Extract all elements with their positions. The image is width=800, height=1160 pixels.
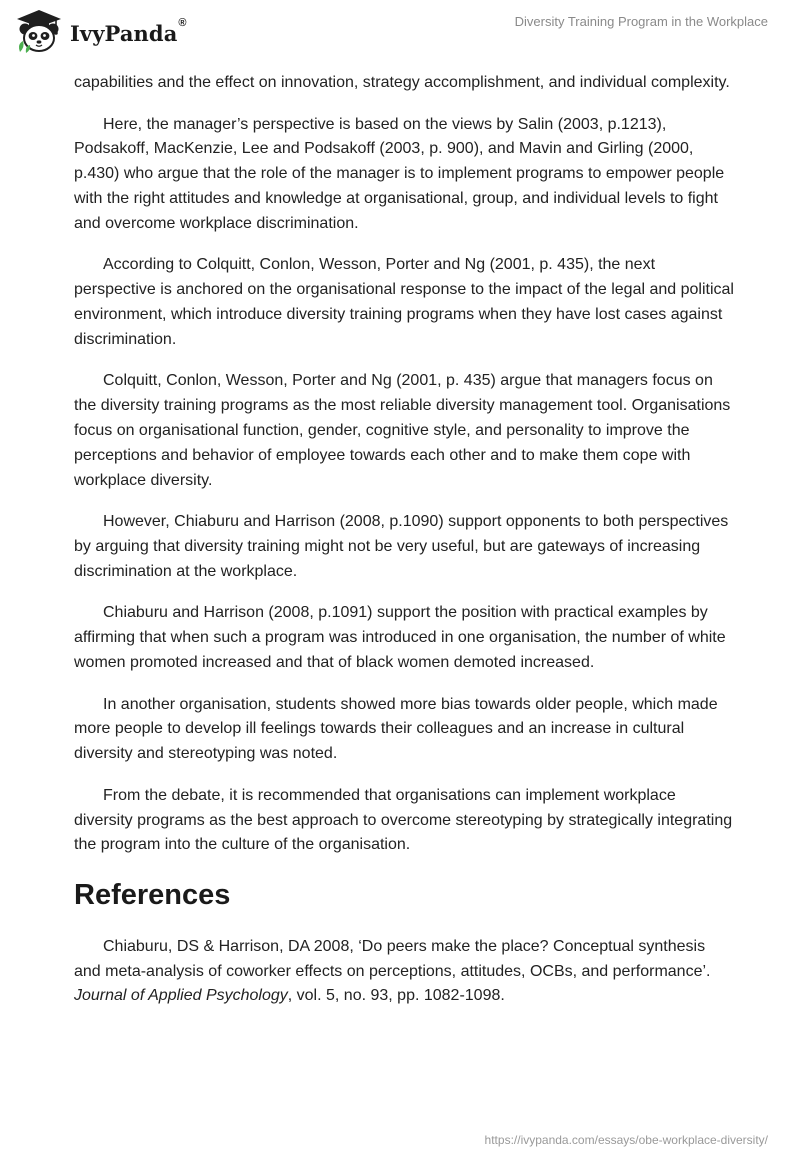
paragraph: capabilities and the effect on innovation, strategy accomplishment, and individual complexity. xyxy=(74,74,730,91)
paragraph: Here, the manager’s perspective is based on the views by Salin (2003, p.1213), Podsakoff, MacKenzie, Lee and Podsakoff (2003, p. 900), and Mavin and Girling (2000, p.430) who argue that the role of the manager is to implement programs to empower people with the right attitudes and knowledge at organisational, group, and individual levels to fight and overcome workplace discrimination. xyxy=(74,115,725,232)
paragraph: Colquitt, Conlon, Wesson, Porter and Ng (2001, p. 435) argue that managers focus on the diversity training programs as the most reliable diversity management tool. Organisations focus on organisational function, gender, cognitive style, and personality to improve the perceptions and behavior of employee towards each other and to make them cope with workplace diversity. xyxy=(74,372,731,489)
paragraph: In another organisation, students showed more bias towards older people, which made more people to develop ill feelings towards their colleagues and an increase in cultural diversity and stereotyping was noted. xyxy=(74,695,718,763)
source-url[interactable]: https://ivypanda.com/essays/obe-workplace-diversity/ xyxy=(484,1133,768,1147)
paragraph: However, Chiaburu and Harrison (2008, p.1090) support opponents to both perspectives by arguing that diversity training might not be very useful, but are gateways of increasing discrimination at the workplace. xyxy=(74,513,729,580)
reference-details: , vol. 5, no. 93, pp. 1082-1098. xyxy=(287,987,505,1005)
references-heading: References xyxy=(74,878,231,911)
paragraph: From the debate, it is recommended that organisations can implement workplace diversity programs as the best approach to overcome stereotyping by strategically integrating the program into the culture of the organisation. xyxy=(74,786,733,854)
document-title: Diversity Training Program in the Workplace xyxy=(514,14,768,29)
registered-mark: ® xyxy=(178,16,187,29)
brand-name: IvyPanda® xyxy=(70,16,187,46)
brand-logo[interactable] xyxy=(14,8,187,54)
page-header xyxy=(0,0,800,60)
reference-text: Chiaburu, DS & Harrison, DA 2008, ‘Do peers make the place? Conceptual synthesis and meta-analysis of coworker effects on perceptions, attitudes, OCBs, and performance’. xyxy=(74,937,711,980)
reference-entry xyxy=(74,935,734,1009)
paragraph: Chiaburu and Harrison (2008, p.1091) support the position with practical examples by affirming that when such a program was introduced in one organisation, the number of white women promoted increased and that of black women demoted increased. xyxy=(74,604,726,671)
essay-body xyxy=(74,71,734,1026)
panda-logo-icon xyxy=(14,8,64,54)
reference-journal: Journal of Applied Psychology xyxy=(74,987,288,1005)
paragraph: According to Colquitt, Conlon, Wesson, Porter and Ng (2001, p. 435), the next perspective is anchored on the organisational response to the impact of the legal and political environment, which introduce diversity training programs when they have lost cases against discrimination. xyxy=(74,256,734,348)
